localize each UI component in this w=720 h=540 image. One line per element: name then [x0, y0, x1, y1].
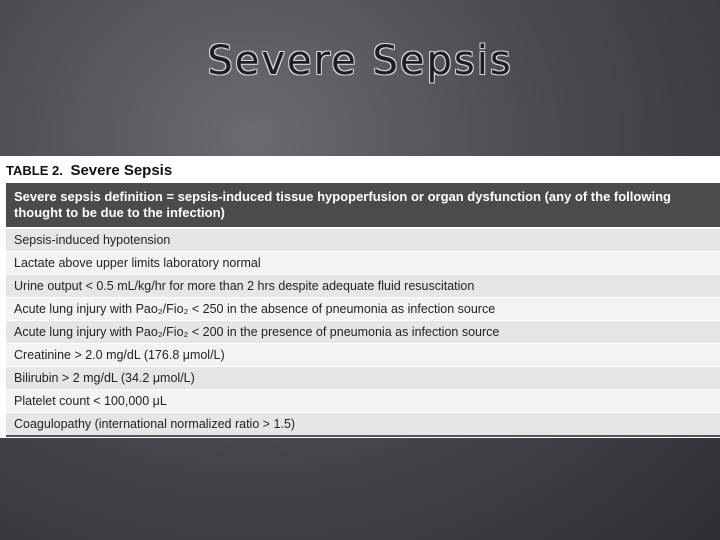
table-body: [6, 229, 720, 436]
table-caption: [6, 162, 172, 179]
table-row: Lactate above upper limits laboratory normal: [6, 252, 720, 275]
table-bottom-rule: [6, 435, 720, 437]
table-name: Severe Sepsis: [70, 162, 173, 179]
slide-title: Severe Sepsis: [207, 38, 513, 84]
table-panel: [0, 156, 720, 438]
table-number: TABLE 2.: [6, 163, 63, 178]
table-row: Coagulopathy (international normalized ratio > 1.5): [6, 413, 720, 436]
table-row: Platelet count < 100,000 μL: [6, 390, 720, 413]
table-row: Sepsis-induced hypotension: [6, 229, 720, 252]
table-row: Creatinine > 2.0 mg/dL (176.8 μmol/L): [6, 344, 720, 367]
table-row: Acute lung injury with Pao₂/Fio₂ < 250 in the absence of pneumonia as infection source: [6, 298, 720, 321]
table-row: Bilirubin > 2 mg/dL (34.2 μmol/L): [6, 367, 720, 390]
table-row: Urine output < 0.5 mL/kg/hr for more than 2 hrs despite adequate fluid resuscitation: [6, 275, 720, 298]
table-row: Acute lung injury with Pao₂/Fio₂ < 200 in the presence of pneumonia as infection source: [6, 321, 720, 344]
table-header: Severe sepsis definition = sepsis-induced tissue hypoperfusion or organ dysfunction (any of the following thought to be due to the infection): [6, 183, 720, 227]
